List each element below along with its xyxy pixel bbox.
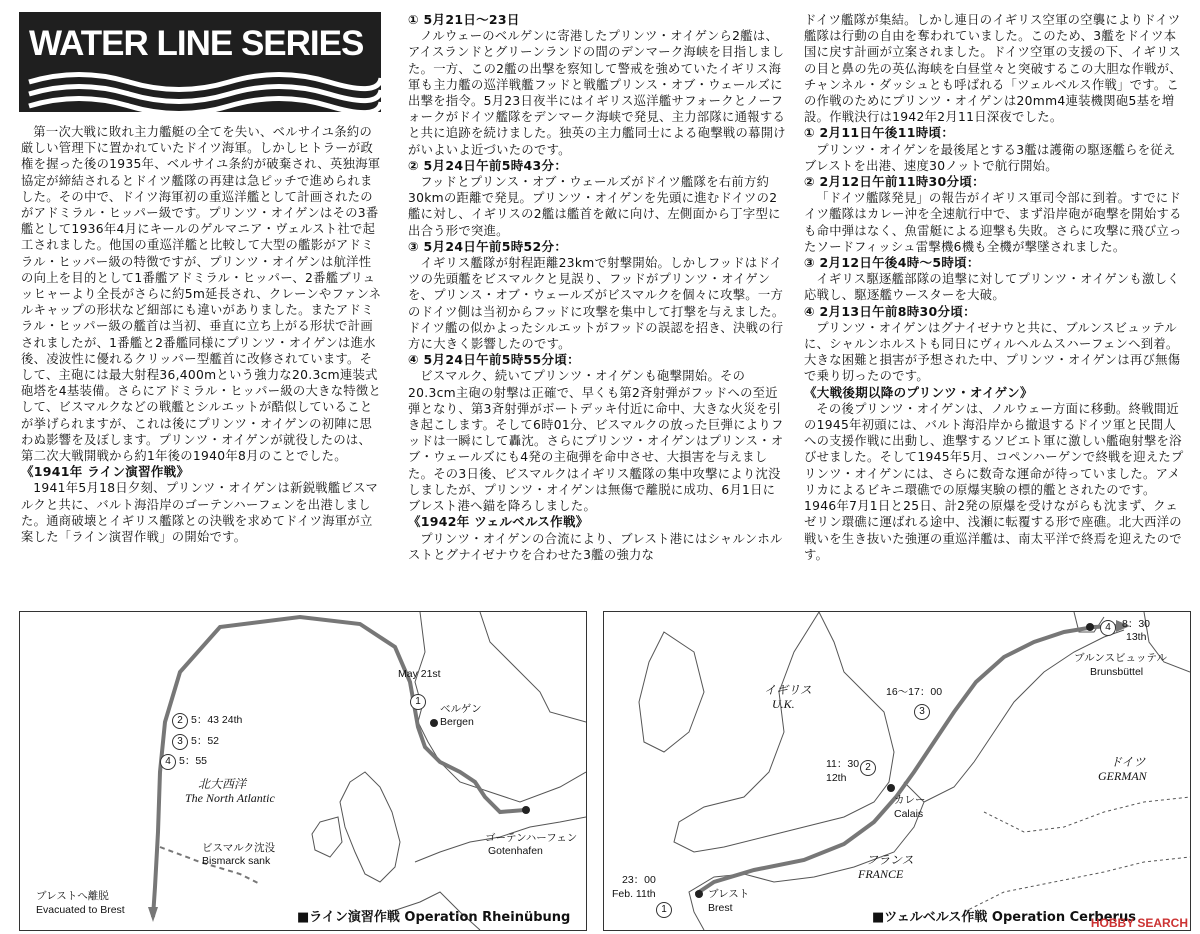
label-gotenhafen-en: Gotenhafen xyxy=(488,845,543,857)
label-calais-jp: カレー xyxy=(894,794,926,806)
route-arrow xyxy=(148,907,158,922)
marker-4: 4 5：55 xyxy=(160,754,207,770)
label-fr-jp: フランス xyxy=(866,853,914,867)
paragraph-feb12-1130: 「ドイツ艦隊発見」の報告がイギリス軍司令部に到着。すでにドイツ艦隊はカレー沖を全速航行中で、まず沿岸砲が砲撃を開始するも命中弾はなく、魚雷艇による迎撃も失敗。さらに攻撃に飛び立ったソードフィッシュ雷撃機6機も全機が撃墜されました。 xyxy=(804,191,1182,254)
heading-feb11: ① 2月11日午後11時頃： xyxy=(804,125,955,141)
marker-2: 2 xyxy=(860,760,879,776)
label-de-jp: ドイツ xyxy=(1110,755,1146,769)
label-uk-jp: イギリス xyxy=(764,683,812,697)
marker-4: 4 xyxy=(1100,620,1119,636)
heading-may21: ① 5月21日〜23日 xyxy=(408,12,520,27)
map2-caption: ■ツェルベルス作戦 Operation Cerberus xyxy=(872,910,1136,925)
calais-marker xyxy=(887,784,895,792)
label-evac-jp: ブレストへ離脱 xyxy=(36,890,109,902)
label-bruns-jp: ブルンスビュッテル xyxy=(1074,652,1167,664)
marker-3: 3 xyxy=(914,704,933,720)
label-uk-en: U.K. xyxy=(772,697,795,711)
section-heading-1941: 《1941年 ライン演習作戦》 xyxy=(21,464,190,480)
map1-caption: ■ライン演習作戦 Operation Rheinübung xyxy=(297,910,571,925)
heading-0552: ③ 5月24日午前5時52分： xyxy=(408,238,568,254)
text-column-2 xyxy=(408,12,786,563)
text-column-1 xyxy=(21,124,383,545)
england-coast xyxy=(674,612,894,852)
label-bismarck-en: Bismarck sank xyxy=(202,855,271,867)
label-bergen-en: Bergen xyxy=(440,716,474,728)
label-gotenhafen-jp: ゴーテンハーフェン xyxy=(485,832,578,844)
paragraph-0552: イギリス艦隊が射程距離23kmで射撃開始。しかしフッドはドイツの先頭艦をビスマルクと見誤り、フッドがプリンツ・オイゲンを、プリンス・オブ・ウェールズがビスマルクを個々に攻撃。一方のドイツ側は当初からフッドに攻撃を集中して打撃を与えました。ドイツ艦の似かよったシルエットがフッドの誤認を招き、決戦の行方に大きく影響したのです。 xyxy=(408,256,785,352)
paragraph-0555: ビスマルク、続いてプリンツ・オイゲンも砲撃開始。その20.3cm主砲の射撃は正確で、早くも第2斉射弾がフッドへの至近弾となり、第3斉射弾がボートデッキ付近に命中、大きな火災を引き起こします。そして6時01分、ビスマルクの放った巨弾によりフッドは一瞬にして轟沈。さらにプリンツ・オイゲンはプリンス・オブ・ウェールズにも4発の主砲弾を命中させ、大損害を与えました。その3日後、ビスマルクはイギリス艦隊の集中攻撃により沈没しましたが、プリンツ・オイゲンは無傷で離脱に成功、6月1日にブレスト港へ錨を降ろしました。 xyxy=(408,369,784,514)
paragraph-0543: フッドとプリンス・オブ・ウェールズがドイツ艦隊を右前方約30kmの距離で発見。プリンツ・オイゲンを先頭に進むドイツの2艦に対し、イギリスの2艦は艦首を敵に向け、左側面から丁字型に出合う形で突進。 xyxy=(408,175,781,238)
marker-2: 2 5：43 24th xyxy=(172,713,242,729)
section-heading-late-war: 《大戦後期以降のプリンツ・オイゲン》 xyxy=(804,384,1033,400)
heading-feb13: ④ 2月13日午前8時30分頃： xyxy=(804,303,976,319)
gotenhafen-marker xyxy=(522,806,530,814)
britain-coast xyxy=(340,772,400,882)
watermark: HOBBY SEARCH xyxy=(1090,916,1188,930)
label-evac-en: Evacuated to Brest xyxy=(36,904,125,916)
paragraph-feb11: プリンツ・オイゲンを最後尾とする3艦は護衛の駆逐艦らを従えブレストを出港、速度30ノットで航行開始。 xyxy=(804,142,1176,173)
heading-0543: ② 5月24日午前5時43分： xyxy=(408,157,568,173)
paragraph-cerberus-intro: ドイツ艦隊が集結。しかし連日のイギリス空軍の空襲によりドイツ艦隊は行動の自由を奪われていました。このため、3艦をドイツ本国に戻す計画が立案されました。ドイツ空軍の支援の下、イギリスの目と鼻の先の英仏海峡を白昼堂々と突破するこの大胆な作戦が、チャンネル・ダッシュとも呼ばれる「ツェルベルス作戦」です。この作戦のためにプリンツ・オイゲンは20mm4連装機関砲5基を増設。作戦決行は1942年2月11日深夜でした。 xyxy=(804,13,1182,125)
brunsbuttel-marker xyxy=(1086,623,1094,631)
heading-feb12-1130: ② 2月12日午前11時30分頃： xyxy=(804,174,985,190)
label-fr-en: FRANCE xyxy=(858,867,904,881)
label-bruns-en: Brunsbüttel xyxy=(1090,666,1144,678)
label-may21: May 21st xyxy=(398,668,441,680)
bergen-marker xyxy=(430,719,438,727)
paragraph-late-war: その後プリンツ・オイゲンは、ノルウェー方面に移動。終戦間近の1945年初頭には、バルト海沿岸から撤退するドイツ軍と民間人への支援作戦に出動し、進撃するソビエト軍に激しい艦砲射撃を浴びせました。そして1945年5月、コペンハーゲンで終戦を迎えたプリンツ・オイゲンには、さらに数奇な運命が待っていました。アメリカによるビキニ環礁での原爆実験の標的艦とされたのです。1946年7月1日と25日、計2発の原爆を受けながらも沈まず、クェゼリン環礁に運ばれる途中、浅瀬に転覆する形で座礁。北大西洋の戦いを生き抜いた強運の重巡洋艦は、南太平洋で終焉を迎えたのです。 xyxy=(804,401,1184,562)
label-m4-date: 13th xyxy=(1126,631,1147,643)
heading-feb12-1600: ③ 2月12日午後4時〜5時頃： xyxy=(804,255,980,271)
logo-text: WATER LINE SERIES xyxy=(29,24,364,63)
label-m2-time: 11：30 xyxy=(826,758,860,770)
label-bismarck-jp: ビスマルク沈没 xyxy=(202,842,276,854)
intro-paragraph: 第一次大戦に敗れ主力艦艇の全てを失い、ベルサイユ条約の厳しい管理下に置かれていたドイツ海軍。しかしヒトラーが政権を握った後の1935年、ベルサイユ条約が破棄され、英独海軍協定が締結されるとドイツ艦隊の再建は急ピッチで進められました。その中で、ドイツ海軍初の重巡洋艦として計画されたのがアドミラル・ヒッパー級です。プリンツ・オイゲンはその3番艦として1936年4月にキールのゲルマニア・ヴェルスト社で起工されました。他国の重巡洋艦と比較して大型の艦影がアドミラル・ヒッパー級の特徴ですが、プリンツ・オイゲンは航洋性の向上を目的として1番艦アドミラル・ヒッパー、2番艦ブリュッヒャーより全長がさらに約5m延長され、クレーンやファンネルキャップの形状など細部にも違いがありました。またアドミラル・ヒッパー級の艦首は当初、垂直に立ち上がる形状で計画されましたが、1番艦と2番艦同様にプリンツ・オイゲンは進水後、凌波性に優れるクリッパー型艦首に改修されています。そして、主砲には最大射程36,400mという強力な20.3cm連装式砲塔を4基装備。さらにアドミラル・ヒッパー級の大きな特徴として、ビスマルクなどの戦艦とシルエットが酷似していることが挙げられますが、これは後にプリンツ・オイゲンの初陣に思わぬ影響を及ぼします。プリンツ・オイゲンが就役したのは、第二次大戦開戦から約1年後の1940年8月のことでした。 xyxy=(21,125,382,464)
label-brest-jp: ブレスト xyxy=(708,888,750,900)
label-de-en: GERMAN xyxy=(1098,769,1147,783)
label-m2-date: 12th xyxy=(826,772,847,784)
paragraph-1942: プリンツ・オイゲンの合流により、ブレスト港にはシャルンホルストとグナイゼナウを合わせた3艦の強力な xyxy=(408,531,783,562)
label-sea-en: The North Atlantic xyxy=(185,791,275,805)
label-calais-en: Calais xyxy=(894,808,924,820)
brest-marker xyxy=(695,890,703,898)
paragraph-feb12-1600: イギリス駆逐艦部隊の追撃に対してプリンツ・オイゲンも激しく応戦し、駆逐艦ウースターを大破。 xyxy=(804,272,1180,303)
map-rheinubung xyxy=(19,611,587,931)
label-m1-date: Feb. 11th xyxy=(612,888,656,900)
section-heading-1942: 《1942年 ツェルベルス作戦》 xyxy=(408,514,589,530)
route-line xyxy=(153,617,525,917)
map-rheinubung-graphic xyxy=(20,612,586,930)
label-m3-time: 16〜17：00 xyxy=(886,686,943,698)
paragraph-1941: 1941年5月18日夕刻、プリンツ・オイゲンは新鋭戦艦ビスマルクと共に、バルト海沿岸のゴーテンハーフェンを出港しました。通商破壊とイギリス艦隊との決戦を求めてドイツ海軍が立案した「ライン演習作戦」の開始です。 xyxy=(21,481,379,545)
paragraph-may21: ノルウェーのベルゲンに寄港したプリンツ・オイゲンら2艦は、アイスランドとグリーンランドの間のデンマーク海峡を目指しました。一方、この2艦の出撃を察知して警戒を強めていたイギリス海軍も主力艦の巡洋戦艦フッドと戦艦プリンス・オブ・ウェールズに出撃を指令。5月23日夜半にはイギリス巡洋艦サフォークとノーフォークがドイツ艦隊をデンマーク海峡で発見、主力部隊に通報すると共に追跡を続けました。独英の主力艦同士による砲撃戦の幕開けがいよいよ近づいたのです。 xyxy=(408,29,786,157)
heading-0555: ④ 5月24日午前5時55分頃： xyxy=(408,352,580,368)
label-bergen-jp: ベルゲン xyxy=(440,703,482,715)
marker-1: 1 xyxy=(656,902,675,918)
series-logo xyxy=(19,12,381,112)
paragraph-feb13: プリンツ・オイゲンはグナイゼナウと共に、ブルンスビュッテルに、シャルンホルストも同日にヴィルヘルムスハーフェンへ到着。大きな困難と損害が予想された中、プリンツ・オイゲンは再び無傷で乗り切ったのです。 xyxy=(804,320,1181,384)
map-cerberus xyxy=(603,611,1191,931)
label-m1-time: 23：00 xyxy=(622,874,656,886)
wales-ireland-coast xyxy=(639,632,704,752)
label-m4-time: 8：30 xyxy=(1122,618,1151,630)
ireland-coast xyxy=(312,817,342,857)
text-column-3 xyxy=(804,12,1184,563)
marker-3: 3 5：52 xyxy=(172,734,219,750)
label-brest-en: Brest xyxy=(708,902,733,914)
label-sea-jp: 北大西洋 xyxy=(198,777,247,791)
marker-1: 1 xyxy=(410,694,429,710)
